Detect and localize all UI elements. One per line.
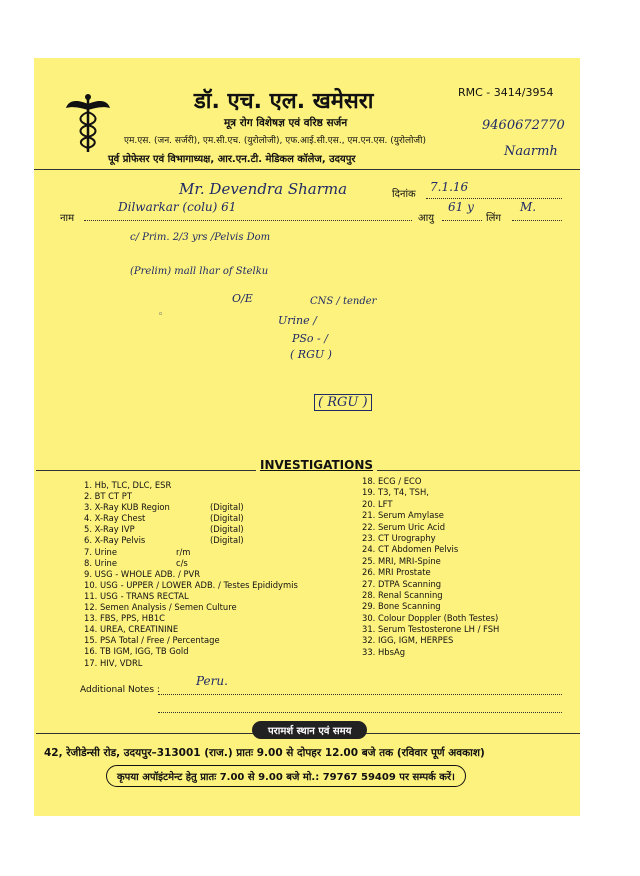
- investigation-item: 25. MRI, MRI-Spine: [362, 555, 441, 566]
- signature: Naarmh: [504, 144, 558, 159]
- clinical-note-7: ( RGU ): [290, 348, 332, 361]
- gender-handwritten: M.: [520, 200, 537, 214]
- age-line: [442, 220, 482, 221]
- investigation-note: r/m: [176, 546, 191, 557]
- header-divider: [34, 169, 580, 170]
- age-label: आयु: [418, 213, 435, 224]
- investigation-item: 31. Serum Testosterone LH / FSH: [362, 624, 500, 635]
- clinical-note-6: PSo - /: [292, 332, 328, 345]
- investigation-item: 22. Serum Uric Acid: [362, 521, 446, 532]
- investigation-item: 26. MRI Prostate: [362, 567, 431, 578]
- clinical-note-1: c/ Prim. 2/3 yrs /Pelvis Dom: [130, 232, 271, 243]
- investigation-item: [84, 535, 298, 546]
- investigation-label: 11. USG - TRANS RECTAL: [84, 590, 189, 601]
- investigation-label: 2. BT CT PT: [84, 491, 132, 502]
- additional-notes-handwritten: Peru.: [196, 674, 228, 688]
- investigation-label: 5. X-Ray IVP: [84, 524, 135, 535]
- investigation-label: 14. UREA, CREATININE: [84, 624, 179, 635]
- investigation-item: [84, 613, 298, 624]
- degrees: एम.एस. (जन. सर्जरी), एम.सी.एच. (युरोलोजी), एफ.आई.सी.एस., एम.एन.एस. (युरोलोजी): [124, 136, 426, 146]
- investigation-item: [84, 547, 298, 558]
- specialty: मूत्र रोग विशेषज्ञ एवं वरिष्ठ सर्जन: [224, 117, 348, 129]
- investigation-item: [84, 602, 298, 613]
- investigation-label: 17. HIV, VDRL: [84, 657, 143, 668]
- investigation-item: 20. LFT: [362, 498, 393, 509]
- investigation-item: 23. CT Urography: [362, 532, 436, 543]
- name-line: [84, 220, 412, 221]
- bullet-mark: ◦: [158, 310, 164, 320]
- investigation-label: 6. X-Ray Pelvis: [84, 535, 146, 546]
- investigation-item: 28. Renal Scanning: [362, 589, 443, 600]
- investigation-item: [84, 580, 298, 591]
- investigation-item: [84, 635, 298, 646]
- investigation-item: 24. CT Abdomen Pelvis: [362, 544, 459, 555]
- investigation-item: 27. DTPA Scanning: [362, 578, 442, 589]
- investigation-note: (Digital): [210, 535, 244, 546]
- investigation-item: 30. Colour Doppler (Both Testes): [362, 612, 499, 623]
- date-label: दिनांक: [392, 189, 416, 200]
- investigation-item: [84, 558, 298, 569]
- additional-notes-line-1: [158, 694, 562, 695]
- prescription-sheet: [34, 58, 580, 816]
- date-line: [426, 198, 562, 199]
- date-handwritten: 7.1.16: [430, 180, 469, 194]
- doctor-name: डॉ. एच. एल. खमेसरा: [194, 89, 374, 114]
- investigation-item: [84, 524, 298, 535]
- investigation-label: 13. FBS, PPS, HB1C: [84, 613, 165, 624]
- gender-label: लिंग: [486, 213, 501, 224]
- gender-line: [512, 220, 562, 221]
- additional-notes-line-2: [158, 712, 562, 713]
- clinical-note-2: (Prelim) mall lhar of Stelku: [130, 266, 269, 277]
- handwritten-phone: 9460672770: [482, 118, 565, 133]
- investigation-label: 8. Urine: [84, 557, 118, 568]
- name-label: नाम: [60, 213, 75, 224]
- investigations-left-list: [84, 480, 298, 669]
- clinical-note-5: Urine /: [278, 314, 317, 327]
- rmc-number: RMC - 3414/3954: [458, 86, 554, 99]
- investigation-label: 3. X-Ray KUB Region: [84, 502, 170, 513]
- investigation-note: (Digital): [210, 513, 244, 524]
- investigations-title: INVESTIGATIONS: [256, 458, 377, 472]
- investigations-right-list: [362, 476, 499, 658]
- former-position: पूर्व प्रोफेसर एवं विभागाध्यक्ष, आर.एन.टी. मेडिकल कॉलेज, उदयपुर: [108, 154, 356, 165]
- clinical-note-4: CNS / tender: [310, 296, 377, 307]
- name-line-handwritten: Dilwarkar (colu) 61: [118, 200, 237, 214]
- investigation-label: 15. PSA Total / Free / Percentage: [84, 635, 220, 646]
- investigation-label: 9. USG - WHOLE ADB. / PVR: [84, 568, 201, 579]
- investigation-note: c/s: [176, 557, 188, 568]
- boxed-note: ( RGU ): [314, 394, 372, 411]
- patient-name-handwritten: Mr. Devendra Sharma: [179, 180, 348, 198]
- investigation-item: [84, 491, 298, 502]
- investigation-item: [84, 591, 298, 602]
- caduceus-icon: [64, 92, 112, 154]
- investigation-item: [84, 658, 298, 669]
- appointment-info: कृपया अपॉइंटमेन्ट हेतु प्रातः 7.00 से 9.00 बजे मो.: 79767 59409 पर सम्पर्क करें।: [106, 765, 466, 787]
- investigation-label: 4. X-Ray Chest: [84, 513, 146, 524]
- investigation-label: 1. Hb, TLC, DLC, ESR: [84, 480, 172, 490]
- investigation-item: [84, 513, 298, 524]
- investigation-item: 32. IGG, IGM, HERPES: [362, 635, 454, 646]
- investigation-label: 7. Urine: [84, 546, 118, 557]
- investigation-item: [84, 646, 298, 657]
- investigation-item: [84, 502, 298, 513]
- clinical-note-3: O/E: [232, 292, 253, 305]
- consultation-title: परामर्श स्थान एवं समय: [252, 721, 367, 739]
- investigation-label: 10. USG - UPPER / LOWER ADB. / Testes Epididymis: [84, 579, 298, 590]
- additional-notes-label: Additional Notes :: [80, 685, 160, 695]
- investigation-note: (Digital): [210, 524, 244, 535]
- investigation-label: 12. Semen Analysis / Semen Culture: [84, 602, 237, 613]
- investigation-item: [84, 569, 298, 580]
- clinic-address: 42, रेजीडेन्सी रोड, उदयपुर–313001 (राज.) प्रातः 9.00 से दोपहर 12.00 बजे तक (रविवार पूर्ण अवकाश): [44, 747, 485, 759]
- investigation-item: 19. T3, T4, TSH,: [362, 487, 429, 498]
- age-handwritten: 61 y: [448, 200, 474, 214]
- investigation-item: 18. ECG / ECO: [362, 476, 422, 486]
- investigation-item: [84, 624, 298, 635]
- investigation-item: 21. Serum Amylase: [362, 510, 444, 521]
- investigation-item: [84, 480, 298, 491]
- investigation-note: (Digital): [210, 502, 244, 513]
- investigation-item: 29. Bone Scanning: [362, 601, 441, 612]
- investigation-item: 33. HbsAg: [362, 646, 406, 657]
- investigation-label: 16. TB IGM, IGG, TB Gold: [84, 646, 189, 657]
